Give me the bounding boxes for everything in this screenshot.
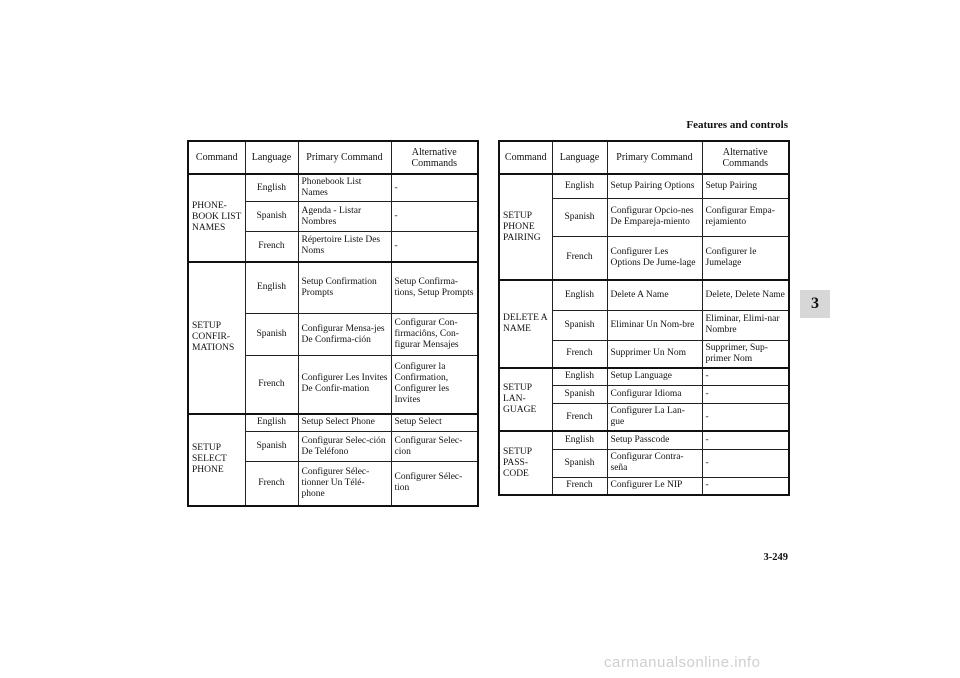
primary-command-cell: Répertoire Liste Des Noms xyxy=(298,232,391,262)
command-cell: SETUP PASS-CODE xyxy=(499,431,552,495)
language-cell: English xyxy=(245,262,298,314)
primary-command-cell: Setup Passcode xyxy=(607,431,702,449)
right-command-table xyxy=(498,140,790,496)
language-cell: Spanish xyxy=(552,310,607,340)
primary-command-cell: Configurar Idioma xyxy=(607,386,702,404)
language-cell: Spanish xyxy=(245,432,298,462)
section-tab: 3 xyxy=(800,290,830,318)
table-row xyxy=(188,262,478,314)
alternative-command-cell: Setup Select xyxy=(391,414,478,432)
alternative-command-cell: - xyxy=(702,404,789,432)
language-cell: Spanish xyxy=(245,202,298,232)
alternative-command-cell: Configurar Con-firmaciôns, Con-figurar Mensajes xyxy=(391,314,478,356)
language-cell: French xyxy=(245,462,298,506)
primary-command-cell: Configurar Contra-seña xyxy=(607,449,702,477)
language-cell: Spanish xyxy=(552,449,607,477)
col-header-command: Command xyxy=(188,141,245,174)
command-cell: SETUP SELECT PHONE xyxy=(188,414,245,506)
alternative-command-cell: Delete, Delete Name xyxy=(702,280,789,310)
primary-command-cell: Configurer Sélec-tionner Un Télé-phone xyxy=(298,462,391,506)
alternative-command-cell: - xyxy=(391,232,478,262)
alternative-command-cell: Eliminar, Elimi-nar Nombre xyxy=(702,310,789,340)
alternative-command-cell: - xyxy=(702,431,789,449)
language-cell: French xyxy=(552,404,607,432)
col-header-primary: Primary Command xyxy=(298,141,391,174)
primary-command-cell: Configurar Mensa-jes De Confirma-ción xyxy=(298,314,391,356)
language-cell: English xyxy=(552,431,607,449)
primary-command-cell: Eliminar Un Nom-bre xyxy=(607,310,702,340)
table-row xyxy=(499,280,789,310)
primary-command-cell: Configurer La Lan-gue xyxy=(607,404,702,432)
language-cell: French xyxy=(552,340,607,368)
left-command-table xyxy=(187,140,479,507)
primary-command-cell: Delete A Name xyxy=(607,280,702,310)
alternative-command-cell: Configurar Selec-cion xyxy=(391,432,478,462)
language-cell: English xyxy=(245,174,298,202)
table-row xyxy=(499,174,789,198)
alternative-command-cell: Setup Pairing xyxy=(702,174,789,198)
col-header-command: Command xyxy=(499,141,552,174)
alternative-command-cell: - xyxy=(702,477,789,495)
table-row xyxy=(499,431,789,449)
language-cell: French xyxy=(245,356,298,414)
page-number: 3-249 xyxy=(763,552,788,563)
language-cell: English xyxy=(552,174,607,198)
alternative-command-cell: - xyxy=(702,449,789,477)
alternative-command-cell: - xyxy=(391,202,478,232)
language-cell: Spanish xyxy=(245,314,298,356)
primary-command-cell: Setup Confirmation Prompts xyxy=(298,262,391,314)
command-cell: PHONE-BOOK LIST NAMES xyxy=(188,174,245,262)
table-row xyxy=(499,368,789,386)
watermark: carmanualsonline.info xyxy=(604,654,761,671)
primary-command-cell: Setup Select Phone xyxy=(298,414,391,432)
command-cell: DELETE A NAME xyxy=(499,280,552,368)
alternative-command-cell: Configurar Empa-rejamiento xyxy=(702,198,789,236)
table-row xyxy=(188,414,478,432)
alternative-command-cell: Configurer le Jumelage xyxy=(702,236,789,280)
table-header-row xyxy=(188,141,478,174)
alternative-command-cell: - xyxy=(702,386,789,404)
language-cell: English xyxy=(552,368,607,386)
primary-command-cell: Phonebook List Names xyxy=(298,174,391,202)
language-cell: French xyxy=(552,236,607,280)
alternative-command-cell: - xyxy=(391,174,478,202)
alternative-command-cell: Configurer la Confirmation, Configurer les Invites xyxy=(391,356,478,414)
table-row xyxy=(188,174,478,202)
language-cell: French xyxy=(552,477,607,495)
col-header-primary: Primary Command xyxy=(607,141,702,174)
language-cell: English xyxy=(245,414,298,432)
primary-command-cell: Setup Language xyxy=(607,368,702,386)
alternative-command-cell: Setup Confirma-tions, Setup Prompts xyxy=(391,262,478,314)
command-cell: SETUP CONFIR-MATIONS xyxy=(188,262,245,414)
col-header-alternative: Alternative Commands xyxy=(391,141,478,174)
col-header-alternative: Alternative Commands xyxy=(702,141,789,174)
primary-command-cell: Configurer Les Invites De Confir-mation xyxy=(298,356,391,414)
primary-command-cell: Configurer Les Options De Jume-lage xyxy=(607,236,702,280)
running-header: Features and controls xyxy=(686,119,788,131)
language-cell: Spanish xyxy=(552,386,607,404)
primary-command-cell: Configurar Opcio-nes De Empareja-miento xyxy=(607,198,702,236)
alternative-command-cell: - xyxy=(702,368,789,386)
primary-command-cell: Supprimer Un Nom xyxy=(607,340,702,368)
primary-command-cell: Configurar Selec-ción De Teléfono xyxy=(298,432,391,462)
language-cell: English xyxy=(552,280,607,310)
alternative-command-cell: Supprimer, Sup-primer Nom xyxy=(702,340,789,368)
command-cell: SETUP LAN-GUAGE xyxy=(499,368,552,432)
language-cell: French xyxy=(245,232,298,262)
alternative-command-cell: Configurer Sélec-tion xyxy=(391,462,478,506)
primary-command-cell: Setup Pairing Options xyxy=(607,174,702,198)
primary-command-cell: Configurer Le NIP xyxy=(607,477,702,495)
table-header-row xyxy=(499,141,789,174)
language-cell: Spanish xyxy=(552,198,607,236)
primary-command-cell: Agenda - Listar Nombres xyxy=(298,202,391,232)
col-header-language: Language xyxy=(245,141,298,174)
command-cell: SETUP PHONE PAIRING xyxy=(499,174,552,280)
col-header-language: Language xyxy=(552,141,607,174)
